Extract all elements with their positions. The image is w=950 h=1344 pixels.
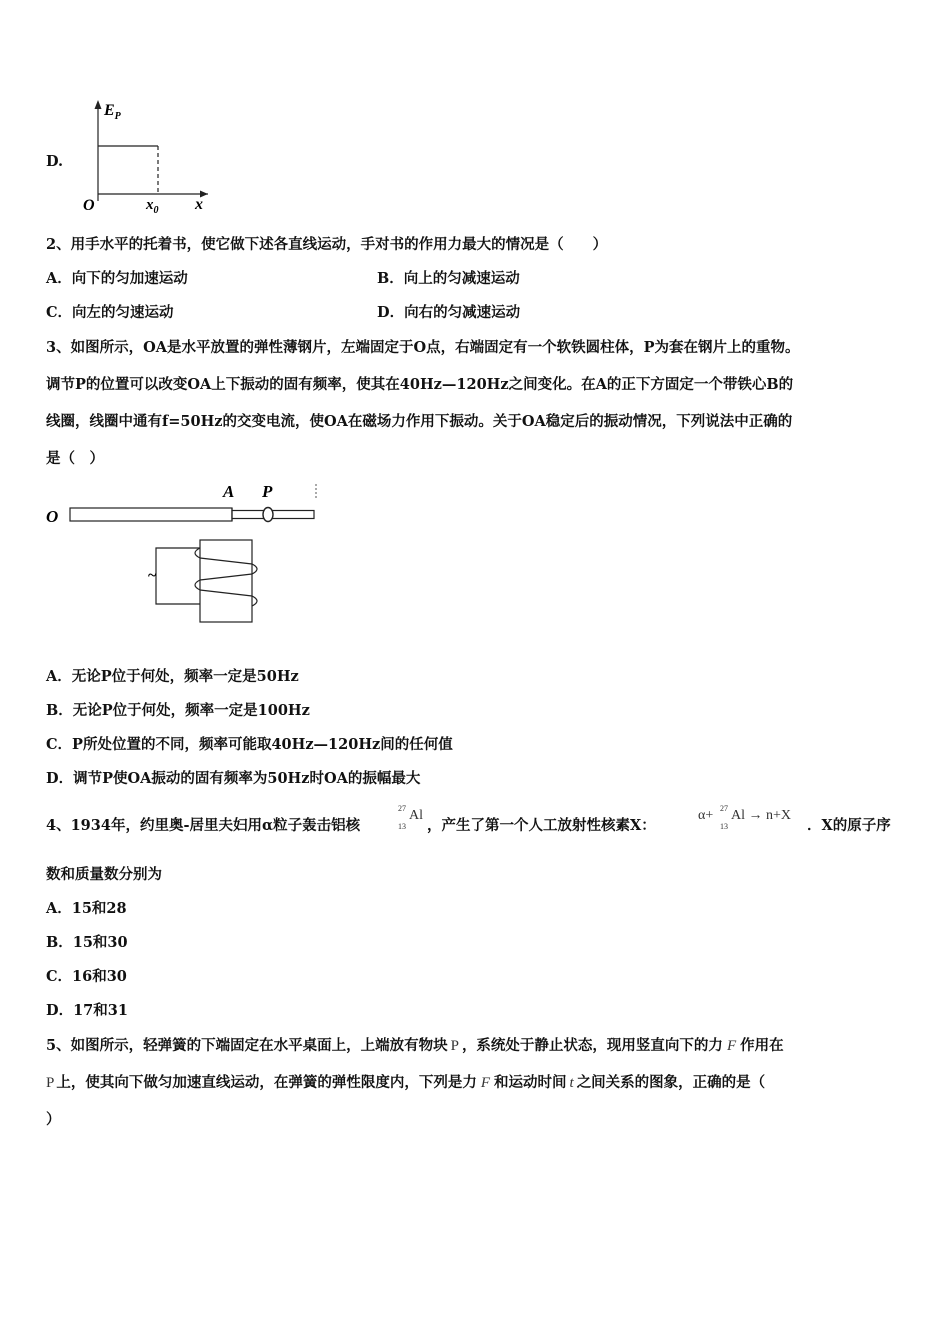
ac-source-symbol: ~ — [148, 567, 157, 584]
iron-core-b — [200, 540, 252, 622]
q4-eq-mass: 27 — [720, 804, 728, 813]
q5-line2 — [46, 1073, 765, 1093]
q3-stem-line-1: 3、如图所示，OA是水平放置的弹性薄钢片，左端固定于O点，右端固定有一个软铁圆柱体，P为套在钢片上的重物。 — [46, 339, 800, 356]
steel-strip — [70, 508, 232, 521]
q5-line2-part1: 上，使其向下做匀加速直线运动，在弹簧的弹性限度内，下列是力 — [56, 1074, 477, 1091]
x0-label: $x_0$ — [146, 197, 159, 216]
q4-eq-atomic: 13 — [720, 822, 728, 831]
q4-nuclide-atomic: 13 — [398, 822, 406, 831]
q3-option-c[interactable]: C．P所处位置的不同，频率可能取40Hz—120Hz间的任何值 — [46, 736, 453, 753]
q3-oscillator-figure — [40, 478, 330, 628]
q4-nuclide-mass: 27 — [398, 804, 406, 813]
label-o: O — [46, 507, 59, 526]
y-label: $E_P$ — [104, 102, 121, 122]
weight-p — [263, 508, 273, 522]
q5-line1-part2: ，系统处于静止状态，现用竖直向下的力 — [461, 1037, 723, 1054]
q5-var-f: F — [726, 1038, 737, 1054]
q2-option-c[interactable]: C．向左的匀速运动 — [46, 304, 174, 321]
q1-ep-graph — [78, 96, 218, 216]
x-label: x — [195, 196, 203, 213]
q3-option-a[interactable]: A．无论P位于何处，频率一定是50Hz — [46, 668, 299, 685]
y-axis-arrow — [95, 100, 102, 109]
q4-eq-rest: Al → n+X — [731, 808, 792, 823]
q5-var-p-2: P — [46, 1075, 55, 1091]
q4-option-b[interactable]: B．15和30 — [46, 934, 128, 951]
q2-option-b[interactable]: B．向上的匀减速运动 — [377, 270, 520, 287]
q5-line3: ） — [46, 1111, 61, 1128]
q4-nuclide-symbol: Al — [409, 808, 423, 823]
q2-stem: 2、用手水平的托着书，使它做下述各直线运动，手对书的作用力最大的情况是（ ） — [46, 236, 608, 253]
q3-stem-line-2: 调节P的位置可以改变OA上下振动的固有频率，使其在40Hz—120Hz之间变化。在A的正下方固定一个带铁心B的 — [46, 376, 794, 393]
q4-eq-alpha: α+ — [698, 808, 714, 823]
q3-option-d[interactable]: D．调节P使OA振动的固有频率为50Hz时OA的振幅最大 — [46, 770, 421, 787]
q5-var-t: t — [569, 1075, 574, 1091]
q5-line1-part3: 作用在 — [740, 1037, 784, 1054]
q1-option-d-label[interactable]: D. — [46, 153, 64, 170]
label-a: A — [223, 482, 235, 501]
q4-option-c[interactable]: C．16和30 — [46, 968, 127, 985]
q4-option-a[interactable]: A．15和28 — [46, 900, 127, 917]
q4-stem-part2: ，产生了第一个人工放射性核素X： — [427, 817, 656, 834]
q5-line1-part1: 5、如图所示，轻弹簧的下端固定在水平桌面上，上端放有物块 — [46, 1037, 448, 1054]
q4-stem-part3: ．X的原子序 — [807, 817, 891, 834]
q2-option-d[interactable]: D．向右的匀减速运动 — [377, 304, 521, 321]
q5-line2-part2: 和运动时间 — [494, 1074, 567, 1091]
q4-stem-part1: 4、1934年，约里奥-居里夫妇用α粒子轰击铝核 — [46, 817, 361, 834]
q3-stem-line-4: 是（ ） — [46, 450, 104, 467]
q5-var-f-2: F — [480, 1075, 491, 1091]
q5-line1 — [46, 1036, 784, 1056]
coil-leads — [156, 548, 200, 604]
q5-line2-part3: 之间关系的图象，正确的是（ — [576, 1074, 766, 1091]
label-p: P — [262, 482, 273, 501]
q3-option-b[interactable]: B．无论P位于何处，频率一定是100Hz — [46, 702, 310, 719]
q4-stem-line2: 数和质量数分别为 — [46, 866, 162, 883]
q3-stem-line-3: 线圈，线圈中通有f=50Hz的交变电流，使OA在磁场力作用下振动。关于OA稳定后的振动情况，下列说法中正确的 — [46, 413, 793, 430]
q4-option-d[interactable]: D．17和31 — [46, 1002, 128, 1019]
q4-reaction-equation — [698, 802, 808, 832]
q5-var-p: P — [450, 1038, 459, 1054]
origin-label: O — [83, 197, 95, 214]
q2-option-a[interactable]: A．向下的匀加速运动 — [46, 270, 188, 287]
